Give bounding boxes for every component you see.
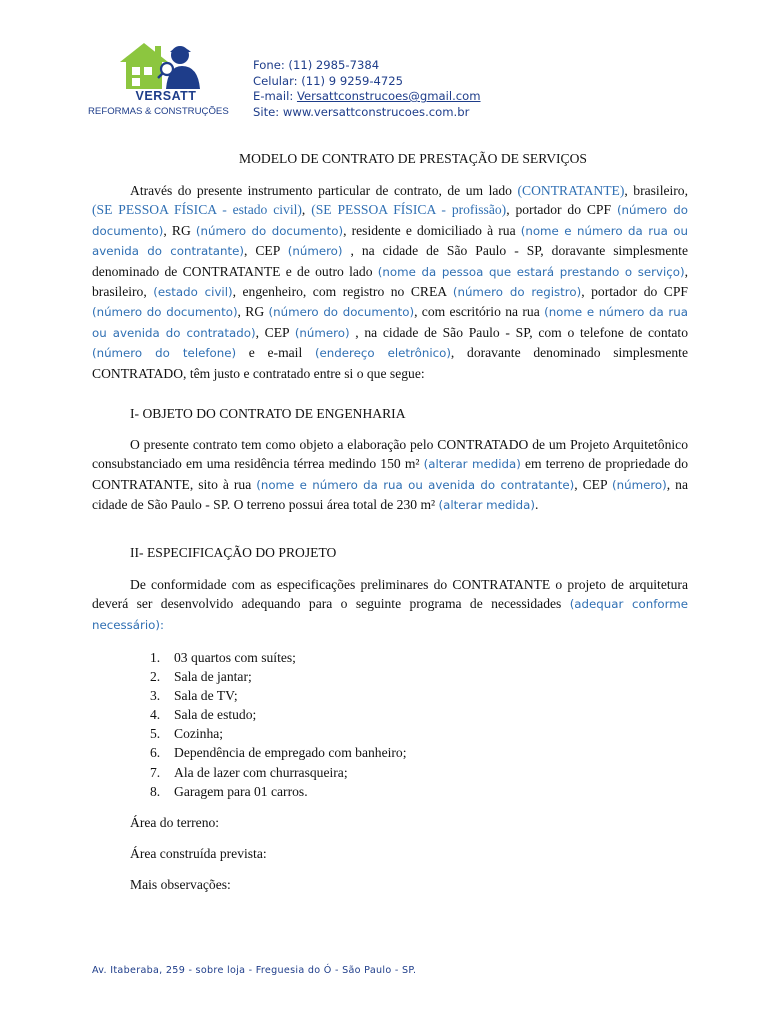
text-run: , engenheiro, com registro no CREA xyxy=(232,284,453,300)
contact-block xyxy=(253,58,481,120)
email-link[interactable]: Versattconstrucoes@gmail.com xyxy=(296,89,481,103)
list-text: Cozinha; xyxy=(174,726,224,742)
list-number: 3. xyxy=(150,688,161,704)
placeholder-civil-status: (SE PESSOA FÍSICA - estado civil) xyxy=(92,202,302,218)
text-run: , xyxy=(301,202,312,218)
text-run: . xyxy=(535,497,539,513)
text-run: , RG xyxy=(237,304,269,320)
placeholder-provider-cpf: (número do documento) xyxy=(92,305,238,320)
list-text: Dependência de empregado com banheiro; xyxy=(174,745,407,761)
object-paragraph xyxy=(92,435,688,516)
email-line xyxy=(253,89,481,105)
text-run: , brasileiro, xyxy=(92,263,688,300)
list-number: 5. xyxy=(150,726,161,742)
list-item xyxy=(150,667,407,686)
notes-field: Mais observações: xyxy=(130,877,231,892)
placeholder-provider-rg: (número do documento) xyxy=(268,305,415,320)
text-run: , CEP xyxy=(244,243,288,259)
text-run: em terreno de propriedade do CONTRATANTE, sito à rua xyxy=(92,456,688,492)
placeholder-phone: (número do telefone) xyxy=(92,346,237,361)
placeholder-land-cep: (número) xyxy=(612,477,667,492)
text-run: , portador do CPF xyxy=(581,284,688,300)
list-number: 4. xyxy=(150,707,161,723)
text-run: , na cidade de São Paulo - SP, com o telefone de contato xyxy=(349,324,689,340)
placeholder-profession: (SE PESSOA FÍSICA - profissão) xyxy=(311,202,507,218)
list-item xyxy=(150,686,407,705)
list-number: 1. xyxy=(150,650,161,665)
placeholder-cep: (número) xyxy=(287,244,343,259)
phone-line: Fone: (11) 2985-7384 xyxy=(253,58,380,72)
list-number: 2. xyxy=(150,669,161,685)
intro-paragraph xyxy=(92,181,688,383)
section-heading-spec: II- ESPECIFICAÇÃO DO PROJETO xyxy=(130,545,337,560)
list-number: 6. xyxy=(150,745,161,761)
text-run: , RG xyxy=(163,222,196,238)
list-text: Ala de lazer com churrasqueira; xyxy=(174,764,348,780)
placeholder-office-address: (nome e número da rua ou avenida do contratado) xyxy=(92,305,688,340)
list-item xyxy=(150,743,407,762)
text-run: , brasileiro, xyxy=(624,183,688,198)
section-heading-object: I- OBJETO DO CONTRATO DE ENGENHARIA xyxy=(130,406,406,421)
land-area-field: Área do terreno: xyxy=(130,815,220,830)
text-run: Através do presente instrumento particular de contrato, de um lado xyxy=(130,183,518,198)
list-text: Sala de TV; xyxy=(174,688,238,704)
list-text: Garagem para 01 carros. xyxy=(174,783,308,799)
company-logo xyxy=(88,40,240,122)
list-text: Sala de estudo; xyxy=(174,707,257,723)
logo-tagline: REFORMAS & CONSTRUÇÕES xyxy=(88,106,229,117)
text-run: , doravante denominado simplesmente CONTRATADO, têm justo e contratado entre si o que segue: xyxy=(92,345,688,381)
placeholder-email: (endereço eletrônico) xyxy=(314,346,451,361)
house-with-worker-logo-icon xyxy=(88,40,240,92)
list-item xyxy=(150,648,407,667)
text-run: e e-mail xyxy=(236,345,315,361)
text-run: De conformidade com as especificações preliminares do CONTRATANTE o projeto de arquitetura deverá ser desenvolvido adequando para o seguinte programa de necessidades xyxy=(92,577,688,612)
placeholder-provider-civil-status: (estado civil) xyxy=(153,285,233,300)
placeholder-contratante: (CONTRATANTE) xyxy=(517,183,625,198)
placeholder-area: (alterar medida) xyxy=(423,457,521,472)
document-title: MODELO DE CONTRATO DE PRESTAÇÃO DE SERVIÇOS xyxy=(238,151,587,166)
text-run: , com escritório na rua xyxy=(414,304,545,320)
placeholder-client-address: (nome e número da rua ou avenida do contratante) xyxy=(92,223,688,259)
text-run: O presente contrato tem como objeto a elaboração pelo CONTRATADO de um Projeto Arquitetônico consubstanciado em uma residência térrea medindo 150 m² xyxy=(92,437,688,472)
text-run: , na cidade de São Paulo - SP. O terreno possui área total de 230 m² xyxy=(92,476,688,513)
text-run: , portador do CPF xyxy=(506,202,617,218)
placeholder-land-address: (nome e número da rua ou avenida do contratante) xyxy=(256,477,575,492)
list-number: 8. xyxy=(150,783,161,799)
email-label: E-mail: xyxy=(253,89,297,103)
spec-paragraph xyxy=(92,575,688,635)
list-text: Sala de jantar; xyxy=(174,669,252,685)
placeholder-rg: (número do documento) xyxy=(195,223,344,238)
mobile-line: Celular: (11) 9 9259-4725 xyxy=(253,73,404,88)
list-text: 03 quartos com suítes; xyxy=(174,650,296,665)
list-item xyxy=(150,763,407,782)
logo-name: VERSATT xyxy=(135,89,197,103)
footer-address: Av. Itaberaba, 259 - sobre loja - Freguesia do Ó - São Paulo - SP. xyxy=(92,965,417,976)
needs-list xyxy=(150,648,407,801)
built-area-field: Área construída prevista: xyxy=(130,846,267,861)
text-run: , residente e domiciliado à rua xyxy=(343,222,521,238)
placeholder-cpf: (número do documento) xyxy=(92,203,688,238)
placeholder-adjust: (adequar conforme necessário): xyxy=(92,597,688,632)
placeholder-provider-name: (nome da pessoa que estará prestando o serviço) xyxy=(377,264,685,279)
text-run: , na cidade de São Paulo - SP, doravante simplesmente denominado de CONTRATANTE e de outro lado xyxy=(92,243,688,279)
text-run: , CEP xyxy=(255,324,295,340)
site-line[interactable]: Site: www.versattconstrucoes.com.br xyxy=(253,104,470,119)
placeholder-land-area: (alterar medida) xyxy=(438,498,536,513)
list-item xyxy=(150,724,407,743)
list-number: 7. xyxy=(150,764,161,780)
list-item xyxy=(150,782,407,801)
text-run: , CEP xyxy=(574,476,613,492)
placeholder-crea: (número do registro) xyxy=(452,285,582,300)
placeholder-office-cep: (número) xyxy=(294,325,350,340)
list-item xyxy=(150,705,407,724)
